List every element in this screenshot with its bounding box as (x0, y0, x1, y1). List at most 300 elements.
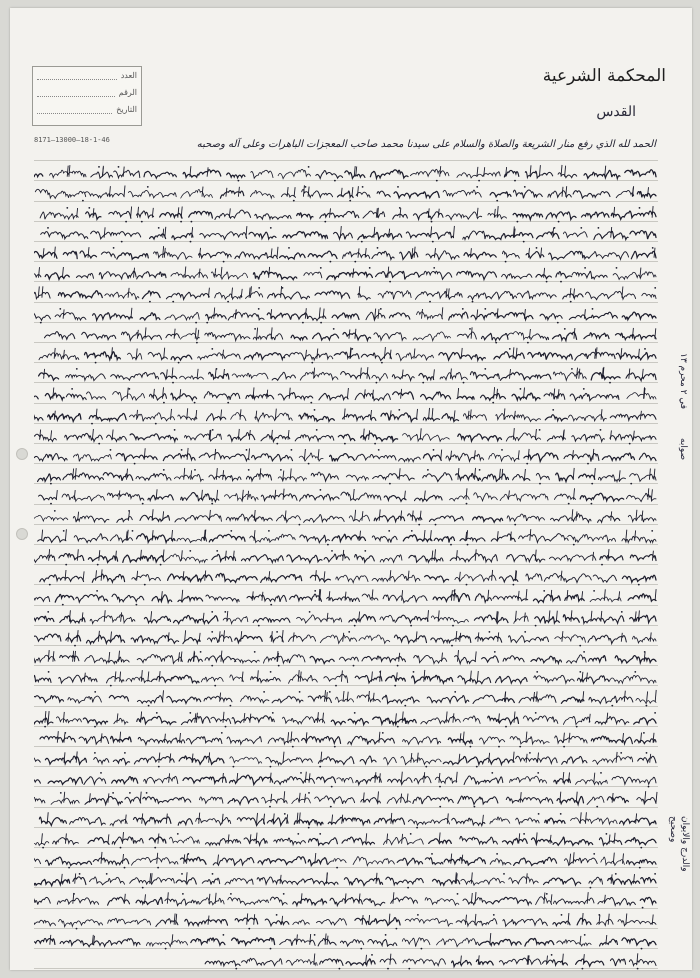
handwritten-word (410, 170, 449, 177)
handwritten-word (562, 756, 587, 764)
handwritten-stroke (159, 753, 160, 763)
handwritten-stroke (518, 450, 519, 459)
handwritten-dot (149, 301, 151, 303)
handwritten-stroke (179, 652, 180, 661)
handwritten-word (320, 959, 343, 966)
handwriting-line (34, 223, 658, 245)
handwritten-word (374, 332, 406, 340)
handwritten-dot (425, 766, 427, 768)
handwritten-word (79, 736, 109, 744)
handwritten-word (94, 939, 140, 947)
handwriting-line (34, 647, 658, 669)
handwritten-word (130, 434, 177, 441)
handwritten-stroke (75, 651, 76, 662)
handwritten-stroke (494, 388, 495, 400)
handwritten-word (368, 939, 397, 946)
handwritten-dot (74, 644, 76, 646)
handwritten-word (34, 515, 68, 521)
handwritten-word (553, 332, 577, 340)
handwritten-dot (535, 624, 537, 626)
handwritten-word (34, 312, 50, 320)
handwritten-dot (514, 180, 516, 182)
handwritten-stroke (402, 370, 403, 379)
handwritten-word (633, 636, 657, 643)
handwritten-stroke (391, 813, 392, 824)
handwritten-dot (148, 705, 150, 707)
handwritten-dot (369, 267, 371, 269)
handwritten-stroke (477, 207, 478, 217)
handwriting-strokes (34, 647, 658, 669)
handwritten-word (55, 595, 74, 603)
handwritten-word (355, 554, 375, 562)
handwritten-stroke (514, 410, 515, 419)
handwritten-stroke (182, 590, 183, 601)
handwritten-dot (454, 691, 456, 693)
handwritten-stroke (366, 833, 367, 843)
handwriting-line (34, 445, 658, 467)
handwritten-word (242, 958, 283, 965)
handwritten-word (132, 857, 178, 865)
handwritten-stroke (248, 491, 249, 500)
handwritten-word (93, 312, 133, 319)
handwritten-word (363, 211, 385, 218)
handwritten-word (144, 616, 170, 622)
handwritten-word (589, 697, 633, 704)
handwritten-word (628, 594, 656, 601)
handwriting-strokes (34, 405, 658, 427)
handwritten-dot (227, 402, 229, 404)
handwritten-stroke (267, 390, 268, 399)
handwritten-word (91, 172, 113, 178)
handwritten-word (425, 576, 449, 582)
handwritten-dot (254, 651, 256, 653)
handwritten-word (57, 898, 98, 905)
handwritten-word (382, 696, 419, 704)
handwritten-stroke (145, 895, 146, 904)
handwritten-word (629, 960, 656, 966)
handwritten-dot (258, 308, 260, 310)
handwritten-dot (509, 348, 511, 350)
handwritten-word (525, 938, 554, 946)
handwritten-dot (73, 893, 75, 895)
handwritten-word (514, 857, 557, 865)
handwritten-word (261, 434, 290, 441)
handwritten-stroke (390, 954, 391, 965)
handwritten-stroke (422, 309, 423, 319)
handwritten-dot (394, 685, 396, 687)
handwritten-word (232, 937, 275, 944)
handwritten-dot (268, 530, 270, 532)
handwritten-word (372, 536, 397, 543)
handwritten-word (610, 414, 656, 420)
handwriting-strokes (34, 384, 658, 406)
handwritten-word (278, 170, 311, 179)
handwritten-dot (640, 846, 642, 848)
handwritten-stroke (215, 893, 216, 904)
handwritten-dot (79, 873, 81, 875)
handwritten-stroke (330, 208, 331, 217)
handwritten-word (297, 212, 313, 218)
handwritten-dot (344, 442, 346, 444)
handwritten-stroke (309, 773, 310, 782)
handwritten-word (237, 817, 264, 825)
handwritten-word (507, 514, 544, 521)
ref-number-row (33, 67, 141, 84)
handwritten-stroke (420, 510, 421, 520)
handwritten-word (267, 817, 288, 825)
handwritten-dot (181, 449, 183, 451)
handwritten-word (474, 615, 508, 623)
handwriting-strokes (34, 425, 658, 447)
handwritten-word (317, 777, 336, 783)
handwritten-dot (652, 247, 654, 249)
handwritten-stroke (647, 692, 648, 702)
handwritten-word (413, 797, 453, 805)
handwritten-body (34, 136, 658, 960)
handwritten-word (510, 776, 547, 783)
handwritten-stroke (573, 852, 574, 863)
handwritten-dot (427, 469, 429, 471)
handwritten-dot (417, 914, 419, 916)
handwritten-word (457, 172, 500, 178)
handwritten-word (112, 777, 138, 784)
handwritten-word (389, 312, 410, 318)
handwritten-word (272, 372, 295, 380)
handwritten-word (165, 899, 199, 906)
handwritten-word (105, 292, 139, 300)
handwriting-line (34, 607, 658, 629)
handwritten-dot (292, 745, 294, 747)
handwriting-line (34, 182, 658, 204)
handwritten-dot (385, 934, 387, 936)
handwritten-word (580, 494, 624, 502)
handwritten-stroke (223, 470, 224, 479)
handwriting-line (34, 405, 658, 427)
handwritten-word (230, 675, 244, 682)
handwritten-word (34, 718, 53, 724)
reference-box (32, 66, 142, 126)
handwriting-line (34, 384, 658, 406)
handwritten-stroke (54, 410, 55, 419)
handwritten-word (112, 837, 143, 844)
handwritten-stroke (402, 711, 403, 722)
handwritten-stroke (69, 165, 70, 177)
handwritten-word (161, 373, 177, 379)
handwritten-dot (469, 328, 471, 330)
handwritten-word (114, 718, 128, 724)
handwritten-stroke (475, 549, 476, 560)
handwritten-dot (227, 301, 229, 303)
handwritten-word (421, 716, 461, 723)
handwritten-dot (576, 725, 578, 727)
handwritten-word (563, 294, 583, 299)
handwritten-dot (212, 873, 214, 875)
handwritten-word (170, 837, 200, 844)
handwritten-stroke (117, 713, 118, 722)
handwritten-stroke (53, 388, 54, 399)
handwritten-stroke (379, 773, 380, 782)
handwritten-word (34, 779, 40, 783)
handwritten-dot (598, 227, 600, 229)
handwritten-word (34, 434, 56, 441)
handwritten-word (244, 838, 267, 845)
handwritten-stroke (611, 511, 612, 520)
handwritten-word (292, 798, 311, 804)
handwritten-stroke (299, 793, 300, 803)
handwritten-dot (503, 873, 505, 875)
handwritten-stroke (169, 773, 170, 782)
handwritten-word (34, 938, 55, 946)
handwritten-word (123, 555, 164, 562)
handwriting-strokes (34, 768, 658, 790)
handwritten-dot (308, 166, 310, 168)
handwritten-word (444, 857, 485, 865)
handwritten-dot (91, 422, 93, 424)
handwritten-word (209, 475, 241, 481)
handwritten-word (183, 777, 226, 783)
handwritten-dot (570, 301, 572, 303)
handwritten-stroke (439, 773, 440, 783)
handwritten-stroke (294, 188, 295, 197)
handwritten-word (470, 372, 499, 379)
handwritten-dot (142, 887, 144, 889)
handwritten-dot (354, 712, 356, 714)
handwritten-word (92, 574, 124, 582)
handwritten-stroke (359, 894, 360, 904)
handwritten-dot (157, 867, 159, 869)
handwritten-word (66, 374, 106, 381)
handwritten-stroke (471, 873, 472, 884)
handwritten-stroke (225, 551, 226, 561)
handwritten-word (355, 676, 382, 683)
handwritten-word (116, 453, 157, 461)
handwritten-word (568, 534, 616, 542)
handwritten-stroke (271, 248, 272, 257)
handwritten-word (130, 412, 175, 420)
handwritten-word (34, 634, 61, 641)
handwritten-stroke (359, 287, 360, 298)
handwritten-word (421, 392, 451, 400)
handwritten-word (39, 353, 79, 360)
handwritten-stroke (62, 267, 63, 278)
handwritten-word (602, 453, 634, 460)
handwritten-word (412, 676, 453, 684)
handwritten-stroke (115, 672, 116, 682)
handwritten-word (113, 392, 145, 401)
handwritten-word (74, 533, 108, 542)
handwritten-stroke (343, 633, 344, 642)
handwritten-dot (498, 745, 500, 747)
handwritten-dot (270, 671, 272, 673)
handwritten-dot (98, 442, 100, 444)
handwritten-stroke (63, 309, 64, 318)
handwritten-dot (129, 792, 131, 794)
handwritten-dot (598, 914, 600, 916)
handwritten-word (34, 696, 63, 703)
handwritten-stroke (388, 267, 389, 278)
handwritten-word (626, 373, 656, 381)
handwritten-dot (505, 725, 507, 727)
handwritten-dot (280, 469, 282, 471)
handwritten-stroke (535, 429, 536, 440)
handwritten-word (618, 919, 656, 925)
handwritten-word (405, 918, 452, 926)
handwritten-stroke (399, 468, 400, 479)
handwritten-stroke (317, 712, 318, 722)
handwritten-dot (194, 402, 196, 404)
handwritten-stroke (65, 833, 66, 843)
handwritten-stroke (344, 408, 345, 419)
handwritten-dot (351, 348, 353, 350)
handwritten-word (442, 413, 459, 421)
handwritten-stroke (357, 187, 358, 197)
handwritten-word (211, 717, 231, 723)
handwritten-stroke (489, 753, 490, 763)
handwritten-word (213, 858, 254, 866)
handwritten-word (292, 879, 338, 885)
handwritten-stroke (431, 226, 432, 237)
handwritten-word (461, 878, 505, 885)
handwritten-dot (410, 833, 412, 835)
handwritten-stroke (299, 812, 300, 823)
handwritten-dot (190, 240, 192, 242)
handwritten-word (346, 959, 375, 965)
handwritten-word (516, 817, 539, 823)
handwritten-stroke (208, 915, 209, 924)
handwritten-word (512, 393, 540, 400)
handwritten-word (151, 676, 199, 684)
handwritten-stroke (224, 630, 225, 641)
handwritten-dot (536, 247, 538, 249)
handwritten-dot (320, 321, 322, 323)
handwritten-word (225, 879, 253, 885)
handwritten-stroke (214, 307, 215, 318)
handwritten-dot (200, 651, 202, 653)
handwritten-stroke (417, 409, 418, 420)
handwritten-stroke (607, 712, 608, 722)
handwritten-dot (398, 409, 400, 411)
handwritten-stroke (518, 591, 519, 601)
handwritten-dot (563, 745, 565, 747)
handwritten-word (112, 595, 144, 603)
handwritten-word (423, 454, 441, 461)
handwritten-dot (397, 186, 399, 188)
handwritten-dot (491, 772, 493, 774)
handwritten-word (294, 819, 323, 825)
handwritten-dot (579, 644, 581, 646)
handwritten-word (440, 373, 467, 380)
handwritten-word (388, 778, 413, 785)
handwritten-dot (431, 220, 433, 222)
handwritten-word (309, 838, 338, 845)
handwritten-stroke (624, 691, 625, 702)
handwritten-dot (377, 247, 379, 249)
handwritten-stroke (158, 833, 159, 843)
handwritten-word (280, 253, 306, 259)
handwritten-word (270, 897, 287, 905)
handwritten-word (429, 515, 463, 521)
handwritten-word (107, 435, 127, 441)
handwritten-dot (118, 166, 120, 168)
handwritten-word (417, 311, 443, 318)
handwritten-word (34, 898, 50, 905)
handwritten-word (330, 898, 362, 906)
handwritten-word (166, 293, 209, 300)
handwritten-word (227, 736, 261, 744)
handwritten-word (299, 453, 323, 461)
handwritten-word (48, 413, 81, 421)
handwritten-word (55, 312, 86, 320)
handwritten-dot (300, 772, 302, 774)
handwritten-dot (644, 388, 646, 390)
handwritten-word (349, 515, 369, 521)
handwritten-dot (452, 624, 454, 626)
handwritten-word (456, 918, 497, 925)
handwritten-word (199, 252, 232, 258)
handwritten-dot (467, 543, 469, 545)
handwritten-dot (223, 261, 225, 263)
handwritten-word (394, 635, 426, 643)
handwritten-dot (76, 927, 78, 929)
handwritten-stroke (101, 852, 102, 864)
handwritten-stroke (197, 369, 198, 379)
handwritten-word (34, 757, 40, 764)
handwritten-dot (641, 947, 643, 949)
handwritten-stroke (221, 267, 222, 278)
handwritten-dot (76, 368, 78, 370)
handwritten-stroke (288, 732, 289, 742)
handwriting-strokes (34, 607, 658, 629)
handwritten-stroke (579, 369, 580, 379)
handwritten-stroke (411, 753, 412, 763)
handwritten-word (48, 777, 82, 784)
handwritten-dot (484, 368, 486, 370)
handwritten-dot (629, 442, 631, 444)
handwritten-stroke (561, 571, 562, 581)
handwritten-stroke (49, 549, 50, 561)
handwriting-line (34, 849, 658, 871)
handwritten-stroke (562, 187, 563, 197)
handwritten-stroke (124, 186, 125, 197)
handwritten-dot (180, 220, 182, 222)
handwritten-stroke (250, 713, 251, 722)
handwritten-stroke (200, 248, 201, 258)
margin-note: والدرج والايوان (680, 816, 690, 872)
handwritten-dot (95, 362, 97, 364)
handwritten-word (56, 716, 81, 722)
handwritten-word (475, 594, 491, 602)
handwritten-stroke (254, 914, 255, 924)
handwritten-dot (654, 712, 656, 714)
handwritten-stroke (611, 227, 612, 238)
handwritten-word (311, 472, 338, 481)
handwritten-stroke (223, 369, 224, 379)
handwritten-stroke (619, 592, 620, 601)
handwritten-word (554, 779, 571, 784)
handwritten-stroke (241, 631, 242, 642)
handwritten-stroke (364, 390, 365, 399)
handwritten-stroke (108, 794, 109, 803)
handwritten-stroke (541, 248, 542, 258)
handwritten-word (493, 898, 532, 905)
handwritten-word (39, 817, 66, 825)
ruled-line (34, 160, 658, 161)
handwritten-word (175, 514, 222, 522)
handwritten-stroke (131, 206, 132, 217)
handwritten-stroke (291, 731, 292, 742)
handwritten-stroke (374, 227, 375, 238)
handwritten-word (34, 252, 57, 259)
